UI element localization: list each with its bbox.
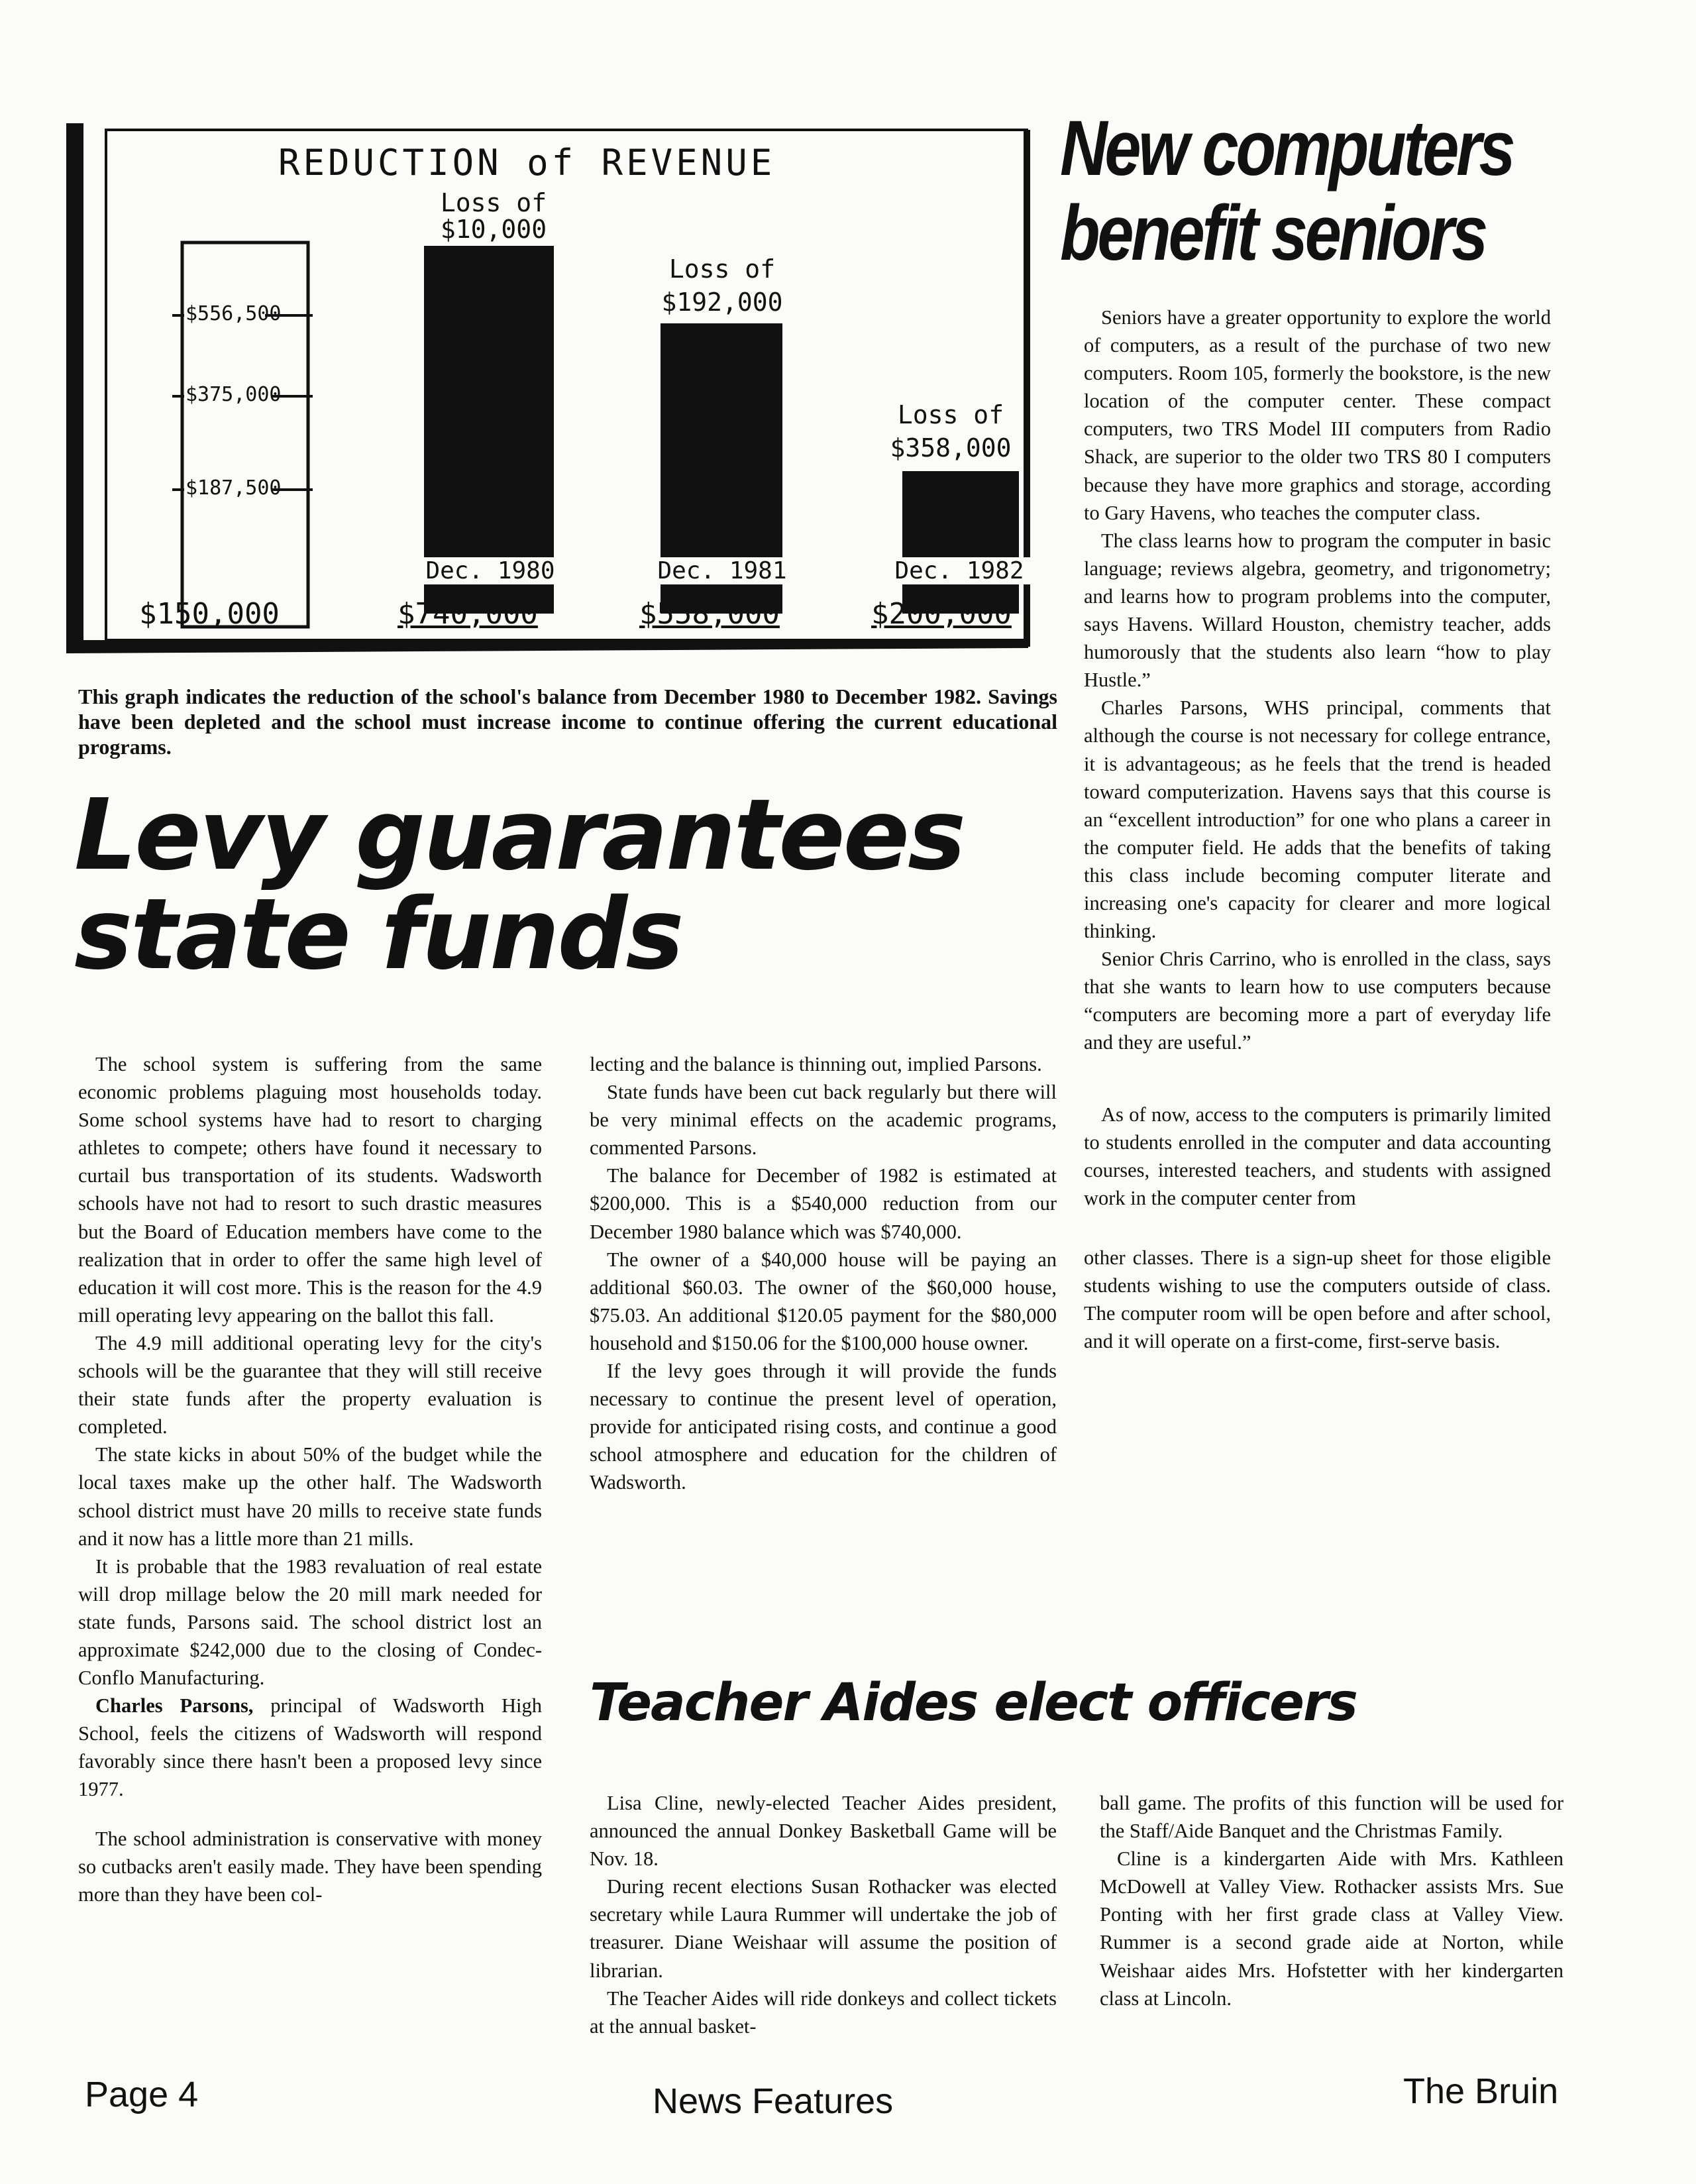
aides-column-1 [590, 1789, 1057, 2040]
value-label-3: $200,000 [871, 597, 1012, 631]
loss-1982-line1: Loss of [897, 400, 1004, 429]
levy-c1-p3: The state kicks in about 50% of the budget while the local taxes make up the other half. The Wadsworth school district must have 20 mills to receive state funds and it now has a little more than 21 mills. [78, 1443, 542, 1550]
chart-frame-left-thick [66, 123, 83, 647]
loss-1982-label [871, 398, 1030, 464]
levy-c2-p5: If the levy goes through it will provide the funds necessary to continue the present level of operation, provide for anticipated rising costs, and continue a good school atmosphere and education for the children of Wadsworth. [590, 1360, 1057, 1494]
date-1980: Dec. 1980 [417, 557, 563, 584]
loss-1981-line2: $192,000 [661, 288, 783, 317]
levy-headline-line2: state funds [74, 877, 682, 991]
value-label-0: $150,000 [139, 597, 280, 631]
tick-label-3: $187,500 [186, 476, 282, 500]
levy-c1-p4: It is probable that the 1983 revaluation of real estate will drop millage below the 20 mill mark needed for state funds, Parsons said. The school district lost an approximate $242,000 due to the closing of Condec-Conflo Manufacturing. [78, 1555, 542, 1690]
aides-column-2 [1100, 1789, 1564, 2012]
computers-headline-line1: New computers [1060, 105, 1513, 192]
footer-paper-name: The Bruin [1403, 2071, 1559, 2111]
levy-headline-line1: Levy guarantees [74, 778, 965, 892]
levy-column-1 [78, 1050, 542, 1908]
tick-label-2: $375,000 [186, 383, 282, 406]
loss-1981-label [649, 252, 795, 319]
bar-dec-1982 [902, 471, 1019, 614]
computers-p3: Charles Parsons, WHS principal, comments that although the course is not necessary for college entrance, it is advantageous; as he feels that the trend is headed toward computerization. Havens says that this course is an “excellent introduction” for one who plans a career in the computer field. He adds that the benefits of taking this class include becoming computer literate and increasing one's capacity for clearer and more logical thinking. [1084, 696, 1551, 943]
levy-c2-p4: The owner of a $40,000 house will be paying an additional $60.03. The owner of the $60,000 house, $75.03. An additional $120.05 payment for the $80,000 household and $150.06 for the $100,000 house owner. [590, 1248, 1057, 1354]
computers-p6: other classes. There is a sign-up sheet for those eligible students wishing to use the computers outside of class. The computer room will be open before and after school, and it will operate on a first-come, first-serve basis. [1084, 1246, 1551, 1353]
aides-c2-p1: ball game. The profits of this function will be used for the Staff/Aide Banquet and the Christmas Family. [1100, 1792, 1564, 1843]
chart-title: REDUCTION of REVENUE [278, 142, 776, 184]
aides-c1-p2: During recent elections Susan Rothacker was elected secretary while Laura Rummer will undertake the job of treasurer. Diane Weishaar will assume the position of librarian. [590, 1875, 1057, 1982]
levy-c1-p2: The 4.9 mill additional operating levy for the city's schools will be the guarantee that they will still receive their state funds after the property evaluation is completed. [78, 1331, 542, 1439]
computers-headline-line2: benefit seniors [1060, 190, 1486, 277]
computers-headline [1060, 105, 1513, 277]
levy-c1-p6: The school administration is conservative with money so cutbacks aren't easily made. They have been spending more than they have been col- [78, 1827, 542, 1906]
levy-c1-p5-bold: Charles Parsons, [95, 1694, 254, 1718]
date-1981: Dec. 1981 [649, 557, 795, 584]
levy-c1-p5-rest: principal of Wadsworth High School, feels the citizens of Wadsworth will respond favorably since there hasn't been a proposed levy since 1977. [78, 1694, 542, 1801]
loss-1981-line1: Loss of [668, 254, 776, 284]
levy-c2-p1: lecting and the balance is thinning out, implied Parsons. [590, 1053, 1042, 1075]
loss-1980-line2: $10,000 [440, 215, 547, 244]
levy-c2-p3: The balance for December of 1982 is estimated at $200,000. This is a $540,000 reduction from our December 1980 balance which was $740,000. [590, 1164, 1057, 1243]
tick-label-1: $556,500 [186, 302, 282, 325]
date-1982: Dec. 1982 [886, 557, 1032, 584]
loss-1980-label [427, 190, 560, 243]
levy-headline [74, 778, 1068, 991]
levy-c1-p5 [78, 1692, 542, 1803]
bar-1 [182, 243, 308, 627]
levy-c1-p1: The school system is suffering from the same economic problems plaguing most households today. Some school systems have had to resort to charging athletes to compete; others have found it necessary to curtail bus transportation of its students. Wadsworth schools have not had to resort to such drastic measures but the Board of Education members have come to the realization that in order to offer the same high level of education it will cost more. This is the reason for the 4.9 mill operating levy appearing on the ballot this fall. [78, 1053, 542, 1327]
aides-c1-p3: The Teacher Aides will ride donkeys and collect tickets at the annual basket- [590, 1987, 1057, 2038]
computers-p4: Senior Chris Carrino, who is enrolled in the class, says that she wants to learn how to use computers because “computers are becoming more a part of everyday life and they are useful.” [1084, 948, 1551, 1054]
computers-column [1084, 303, 1551, 1355]
value-label-1: $740,000 [398, 597, 538, 631]
value-label-2: $558,000 [639, 597, 780, 631]
aides-c1-p1: Lisa Cline, newly-elected Teacher Aides president, announced the annual Donkey Basketball Game will be Nov. 18. [590, 1792, 1057, 1871]
loss-1982-line2: $358,000 [890, 433, 1012, 463]
revenue-chart [66, 123, 1040, 653]
chart-frame-bottom-shadow [66, 640, 1028, 653]
computers-p5: As of now, access to the computers is primarily limited to students enrolled in the computer and data accounting courses, interested teachers, and students with assigned work in the computer center from [1084, 1103, 1551, 1209]
computers-p1: Seniors have a greater opportunity to explore the world of computers, as a result of the purchase of two new computers. Room 105, formerly the bookstore, is the new location of the computer center. These compact computers, two TRS Model III computers from Radio Shack, are superior to the older two TRS 80 I computers because they have more graphics and storage, according to Gary Havens, who teaches the computer class. [1084, 306, 1551, 524]
aides-c2-p2: Cline is a kindergarten Aide with Mrs. Kathleen McDowell at Valley View. Rothacker assists Mrs. Sue Ponting with her first grade class at Valley View. Rummer is a second grade aide at Norton, while Weishaar aides Mrs. Hofstetter with her kindergarten class at Lincoln. [1100, 1847, 1564, 2010]
loss-1980-line1: Loss of [440, 188, 547, 217]
levy-column-2 [590, 1050, 1057, 1497]
levy-c2-p2: State funds have been cut back regularly but there will be very minimal effects on the academic programs, commented Parsons. [590, 1081, 1057, 1160]
footer-page-number: Page 4 [85, 2075, 199, 2114]
footer-section: News Features [653, 2081, 894, 2121]
aides-headline: Teacher Aides elect officers [590, 1673, 1357, 1733]
chart-caption: This graph indicates the reduction of the school's balance from December 1980 to December 1982. Savings have been depleted and the school must increase income to continue offering the current educational programs. [78, 684, 1057, 759]
computers-p2: The class learns how to program the computer in basic language; reviews algebra, geometry, and trigonometry; and learns how to program problems into the computer, says Havens. Willard Houston, chemistry teacher, adds humorously that the students also learn “how to play Hustle.” [1084, 529, 1551, 692]
